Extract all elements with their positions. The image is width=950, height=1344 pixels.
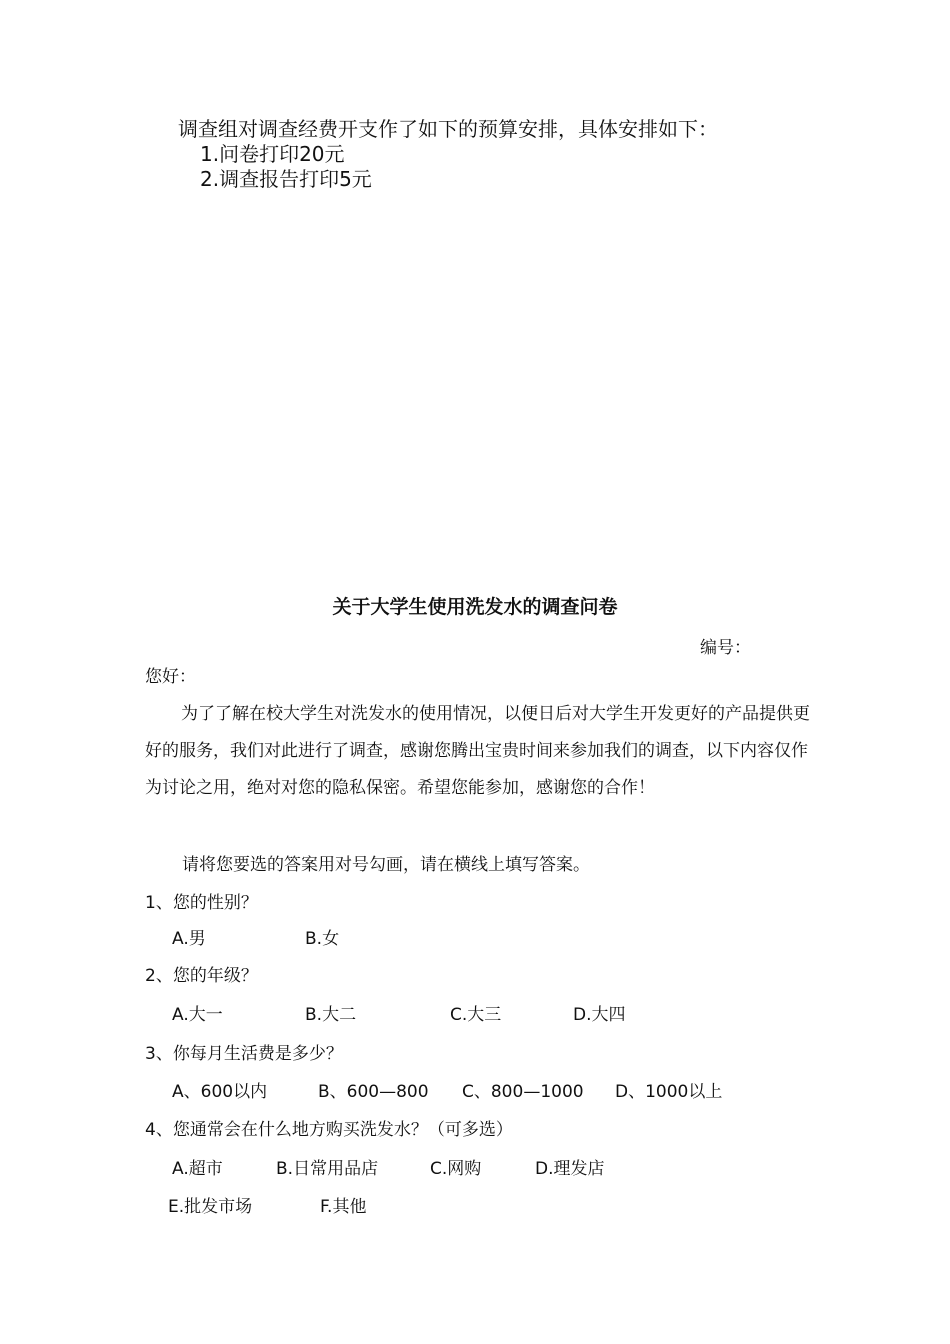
budget-item: 1.问卷打印20元 bbox=[200, 142, 345, 166]
question-1: 1、您的性别？ bbox=[145, 893, 258, 913]
question-3: 3、你每月生活费是多少？ bbox=[145, 1044, 343, 1064]
option-3c[interactable]: C、800—1000 bbox=[462, 1082, 584, 1102]
question-4: 4、您通常会在什么地方购买洗发水？（可多选） bbox=[145, 1120, 513, 1140]
option-4b[interactable]: B.日常用品店 bbox=[276, 1159, 379, 1179]
option-3b[interactable]: B、600—800 bbox=[318, 1082, 429, 1102]
option-4f[interactable]: F.其他 bbox=[320, 1197, 367, 1217]
option-1a[interactable]: A.男 bbox=[172, 929, 206, 949]
option-2a[interactable]: A.大一 bbox=[172, 1005, 223, 1025]
option-4c[interactable]: C.网购 bbox=[430, 1159, 482, 1179]
budget-intro: 调查组对调查经费开支作了如下的预算安排，具体安排如下： bbox=[178, 117, 718, 141]
option-2d[interactable]: D.大四 bbox=[573, 1005, 626, 1025]
budget-item: 2.调查报告打印5元 bbox=[200, 167, 372, 191]
option-4d[interactable]: D.理发店 bbox=[535, 1159, 605, 1179]
option-4a[interactable]: A.超市 bbox=[172, 1159, 223, 1179]
option-2c[interactable]: C.大三 bbox=[450, 1005, 502, 1025]
option-4e[interactable]: E.批发市场 bbox=[168, 1197, 253, 1217]
serial-number-label: 编号： bbox=[700, 638, 751, 658]
option-3d[interactable]: D、1000以上 bbox=[615, 1082, 723, 1102]
question-2: 2、您的年级？ bbox=[145, 966, 258, 986]
option-1b[interactable]: B.女 bbox=[305, 929, 340, 949]
option-2b[interactable]: B.大二 bbox=[305, 1005, 357, 1025]
intro-paragraph: 为了了解在校大学生对洗发水的使用情况，以便日后对大学生开发更好的产品提供更好的服务，我们对此进行了调查，感谢您腾出宝贵时间来参加我们的调查，以下内容仅作为讨论之用，绝对对您的隐私保密。希望您能参加，感谢您的合作！ bbox=[145, 704, 810, 798]
survey-title: 关于大学生使用洗发水的调查问卷 bbox=[332, 596, 618, 618]
option-3a[interactable]: A、600以内 bbox=[172, 1082, 268, 1102]
greeting: 您好： bbox=[145, 667, 196, 687]
instruction-text: 请将您要选的答案用对号勾画，请在横线上填写答案。 bbox=[182, 855, 590, 875]
